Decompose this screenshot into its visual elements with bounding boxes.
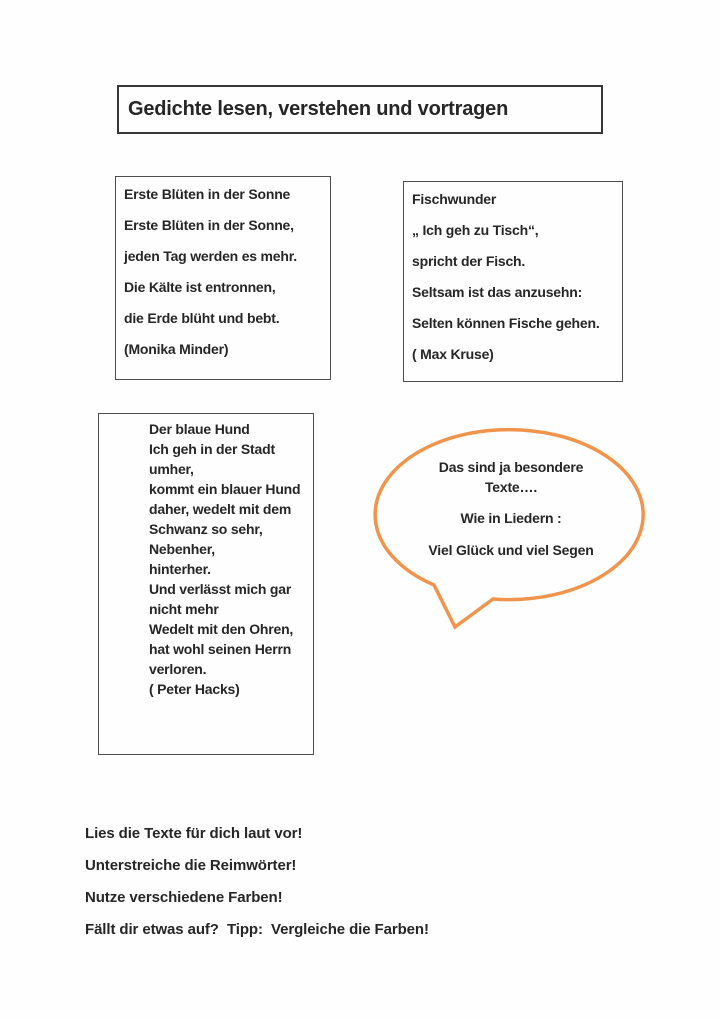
poem-line: Der blaue Hund (149, 421, 250, 437)
poem-line: Erste Blüten in der Sonne (124, 186, 291, 202)
speech-bubble-line: Viel Glück und viel Segen (428, 542, 594, 558)
speech-bubble-line: Wie in Liedern : (460, 510, 562, 526)
title-box (117, 85, 603, 134)
poem-line: Erste Blüten in der Sonne, (124, 217, 294, 233)
poem-line: Selten können Fische gehen. (412, 315, 600, 331)
poem-author: ( Peter Hacks) (149, 681, 240, 697)
poem-line: daher, wedelt mit dem (149, 501, 292, 517)
poem-line: „ Ich geh zu Tisch“, (412, 222, 539, 238)
task-line: Unterstreiche die Reimwörter! (85, 857, 297, 874)
poem-line: kommt ein blauer Hund (149, 481, 301, 497)
poem-line: verloren. (149, 661, 207, 677)
task-line: Fällt dir etwas auf? Tipp: Vergleiche die Farben! (85, 921, 429, 938)
speech-bubble-line: Texte…. (484, 479, 538, 495)
poem-line: Seltsam ist das anzusehn: (412, 284, 583, 300)
poem-box-hund (98, 413, 314, 755)
poem-line: Fischwunder (412, 191, 497, 207)
poem-box-sonne (115, 176, 331, 380)
poem-line: umher, (149, 461, 194, 477)
poem-line: die Erde blüht und bebt. (124, 310, 280, 326)
page-title: Gedichte lesen, verstehen und vortragen (128, 98, 509, 120)
poem-author: (Monika Minder) (124, 341, 229, 357)
poem-line: hinterher. (149, 561, 211, 577)
speech-bubble-text (377, 457, 645, 560)
speech-bubble-line: Das sind ja besondere (438, 459, 584, 475)
poem-line: Ich geh in der Stadt (149, 441, 275, 457)
task-line: Nutze verschiedene Farben! (85, 889, 283, 906)
task-line: Lies die Texte für dich laut vor! (85, 825, 303, 842)
poem-line: Wedelt mit den Ohren, (149, 621, 294, 637)
poem-line: hat wohl seinen Herrn (149, 641, 292, 657)
poem-line: Die Kälte ist entronnen, (124, 279, 276, 295)
poem-line: jeden Tag werden es mehr. (124, 248, 297, 264)
poem-line: Und verlässt mich gar (149, 581, 292, 597)
poem-line: nicht mehr (149, 601, 219, 617)
poem-line: spricht der Fisch. (412, 253, 526, 269)
poem-box-fisch (403, 181, 623, 382)
task-list (85, 818, 429, 946)
poem-author: ( Max Kruse) (412, 346, 494, 362)
poem-line: Nebenher, (149, 541, 215, 557)
poem-line: Schwanz so sehr, (149, 521, 263, 537)
